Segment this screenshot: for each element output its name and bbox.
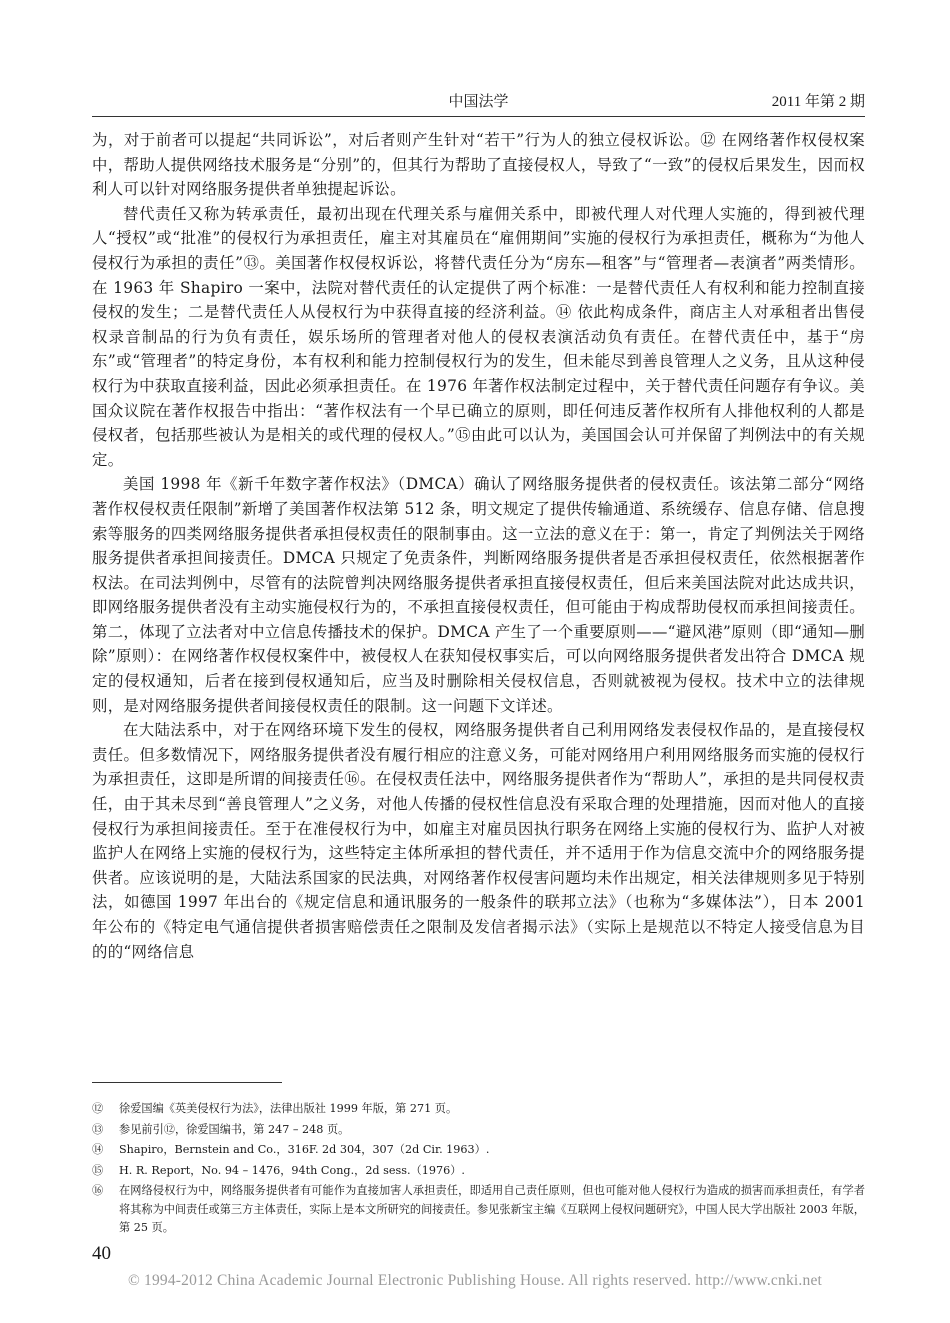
footnote [92,1162,865,1181]
header-rule [92,116,865,117]
footnote-mark: ⑫ [92,1102,104,1115]
copyright-footer: © 1994-2012 China Academic Journal Electronic Publishing House. All rights reserved. http://www.cnki.net [127,1272,823,1289]
footnote-mark: ⑭ [92,1143,104,1156]
paragraph: 在大陆法系中，对于在网络环境下发生的侵权，网络服务提供者自己利用网络发表侵权作品的，是直接侵权责任。但多数情况下，网络服务提供者没有履行相应的注意义务，可能对网络用户利用网络服务而实施的侵权行为承担责任，这即是所谓的间接责任⑯。在侵权责任法中，网络服务提供者作为“帮助人”，承担的是共同侵权责任，由于其未尽到“善良管理人”之义务，对他人传播的侵权性信息没有采取合理的处理措施，因而对他人的直接侵权行为承担间接责任。至于在准侵权行为中，如雇主对雇员因执行职务在网络上实施的侵权行为、监护人对被监护人在网络上实施的侵权行为，这些特定主体所承担的替代责任，并不适用于作为信息交流中介的网络服务提供者。应该说明的是，大陆法系国家的民法典，对网络著作权侵害问题均未作出规定，相关法律规则多见于特别法，如德国 1997 年出台的《规定信息和通讯服务的一般条件的联邦立法》（也称为“多媒体法”），日本 2001 年公布的《特定电气通信提供者损害赔偿责任之限制及发信者揭示法》（实际上是规范以不特定人接受信息为目的的“网络信息 [92,721,865,961]
footnote-mark: ⑯ [92,1184,104,1197]
paragraph: 美国 1998 年《新千年数字著作权法》（DMCA）确认了网络服务提供者的侵权责任。该法第二部分“网络著作权侵权责任限制”新增了美国著作权法第 512 条，明文规定了提供传输通道、系统缓存、信息存储、信息搜索等服务的四类网络服务提供者承担侵权责任的限制事由。这一立法的意义在于：第一，肯定了判例法关于网络服务提供者承担间接责任。DMCA 只规定了免责条件，判断网络服务提供者是否承担侵权责任，依然根据著作权法。在司法判例中，尽管有的法院曾判决网络服务提供者承担直接侵权责任，但后来美国法院对此达成共识，即网络服务提供者没有主动实施侵权行为的，不承担直接侵权责任，但可能由于构成帮助侵权而承担间接责任。第二，体现了立法者对中立信息传播技术的保护。DMCA 产生了一个重要原则——“避风港”原则（即“通知—删除”原则）：在网络著作权侵权案件中，被侵权人在获知侵权事实后，可以向网络服务提供者发出符合 DMCA 规定的侵权通知，后者在接到侵权通知后，应当及时删除相关侵权信息，否则就被视为侵权。技术中立的法律规则，是对网络服务提供者间接侵权责任的限制。这一问题下文详述。 [92,475,865,715]
body-text [92,128,865,964]
paragraph: 为，对于前者可以提起“共同诉讼”，对后者则产生针对“若干”行为人的独立侵权诉讼。⑫ 在网络著作权侵权案中，帮助人提供网络技术服务是“分别”的，但其行为帮助了直接侵权人，导致了“一致”的侵权后果发生，因而权利人可以针对网络服务提供者单独提起诉讼。 [92,131,865,199]
footnote [92,1121,865,1140]
footnotes [92,1100,865,1240]
footnote-text: Shapiro，Bernstein and Co.，316F. 2d 304，307（2d Cir. 1963）. [119,1143,490,1156]
running-header [92,88,865,114]
journal-title: 中国法学 [448,92,509,110]
footnote [92,1100,865,1119]
footnote-mark: ⑮ [92,1163,104,1177]
footnote-text: 在网络侵权行为中，网络服务提供者有可能作为直接加害人承担责任，即适用自己责任原则，但也可能对他人侵权行为造成的损害而承担责任，有学者将其称为中间责任或第三方主体责任，实际上是本文所研究的间接责任。参见张新宝主编《互联网上侵权问题研究》，中国人民大学出版社 2003 年版，第 25 页。 [119,1184,865,1234]
footnote-text: 徐爱国编《英美侵权行为法》，法律出版社 1999 年版，第 271 页。 [119,1102,458,1115]
paragraph: 替代责任又称为转承责任，最初出现在代理关系与雇佣关系中，即被代理人对代理人实施的，得到被代理人“授权”或“批准”的侵权行为承担责任，雇主对其雇员在“雇佣期间”实施的侵权行为承担责任，概称为“为他人侵权行为承担的责任”⑬。美国著作权侵权诉讼，将替代责任分为“房东—租客”与“管理者—表演者”两类情形。在 1963 年 Shapiro 一案中，法院对替代责任的认定提供了两个标准：一是替代责任人有权利和能力控制直接侵权的发生；二是替代责任人从侵权行为中获得直接的经济利益。⑭ 依此构成条件，商店主人对承租者出售侵权录音制品的行为负有责任，娱乐场所的管理者对他人的侵权表演活动负有责任。在替代责任中，基于“房东”或“管理者”的特定身份，本有权利和能力控制侵权行为的发生，但未能尽到善良管理人之义务，且从这种侵权行为中获取直接利益，因此必须承担责任。在 1976 年著作权法制定过程中，关于替代责任问题存有争议。美国众议院在著作权报告中指出：“著作权法有一个早已确立的原则，即任何违反著作权所有人排他权利的人都是侵权者，包括那些被认为是相关的或代理的侵权人。”⑮由此可以认为，美国国会认可并保留了判例法中的有关规定。 [92,204,865,469]
footnote [92,1141,865,1160]
footnote [92,1182,865,1238]
footnote-text: H. R. Report，No. 94 – 1476，94th Cong.，2d sess.（1976）. [119,1163,465,1177]
issue-label: 2011 年第 2 期 [771,94,865,110]
footnote-text: 参见前引⑫，徐爱国编书，第 247 – 248 页。 [119,1122,350,1136]
page-number: 40 [92,1243,111,1264]
footnote-rule [92,1082,282,1083]
footnote-mark: ⑬ [92,1122,104,1136]
